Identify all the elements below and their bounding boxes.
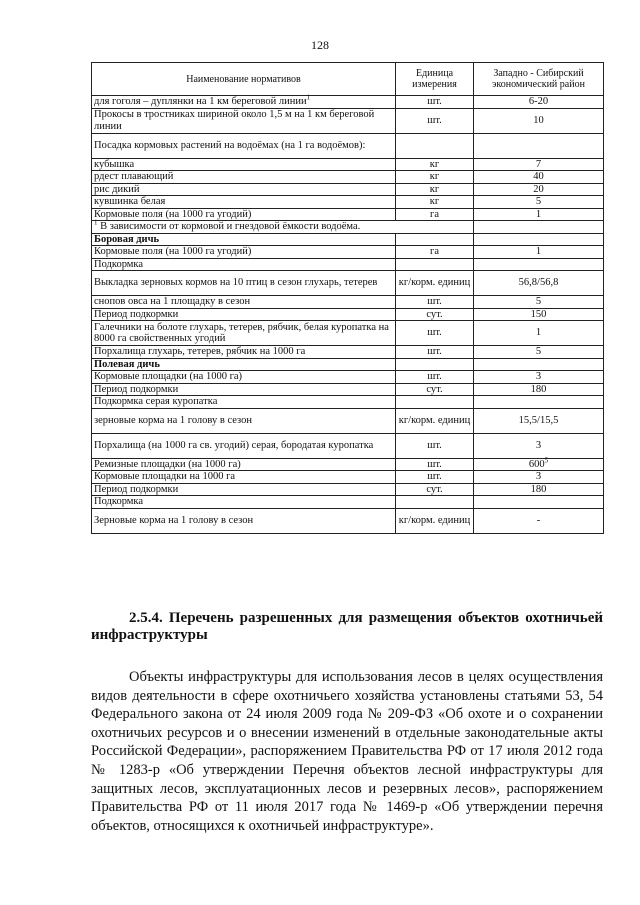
norm-value (474, 208, 604, 221)
table-row (92, 133, 604, 158)
table-row (92, 346, 604, 359)
table-row (92, 433, 604, 458)
norm-value-text: 3 (535, 439, 542, 451)
norm-value (474, 158, 604, 171)
norm-name (92, 133, 396, 158)
norm-value-text: - (536, 514, 541, 526)
norm-name (92, 208, 396, 221)
norm-value-text: 600 (528, 458, 545, 470)
norm-name-text: для гоголя – дуплянки на 1 км береговой линии (94, 96, 307, 107)
norm-value (474, 483, 604, 496)
header-unit: Единица измерения (396, 63, 474, 96)
norm-name (92, 271, 396, 296)
value-footnote-marker: 5 (544, 456, 549, 464)
norm-unit: шт. (396, 371, 474, 384)
table-row (92, 158, 604, 171)
norm-name-text: Кормовые поля (на 1000 га угодий) (94, 208, 252, 220)
norm-name-text: Подкормка (94, 496, 144, 507)
section-title: Полевая дичь (92, 358, 396, 371)
norm-value-text: 5 (535, 296, 542, 307)
norm-unit (396, 396, 474, 409)
norm-value (474, 471, 604, 484)
norm-name-text: Галечники на болоте глухарь, тетерев, рябчик, белая куропатка на 8000 га свойственных угодий (94, 321, 389, 344)
norm-name-text: Порхалища (на 1000 га св. угодий) серая, бородатая куропатка (94, 439, 374, 451)
empty-cell (474, 221, 604, 234)
norm-name (92, 196, 396, 209)
norm-value-text: 20 (533, 183, 544, 195)
norm-name (92, 171, 396, 184)
norm-name-text: кувшинка белая (94, 196, 166, 207)
norm-name-text: Период подкормки (94, 483, 179, 495)
table-row (92, 458, 604, 471)
empty-cell (474, 233, 604, 246)
norm-name (92, 371, 396, 384)
table-row (92, 96, 604, 109)
table-row (92, 271, 604, 296)
norm-name (92, 346, 396, 359)
norm-value (474, 408, 604, 433)
norm-value-text: 1 (535, 246, 542, 257)
header-name: Наименование нормативов (92, 63, 396, 96)
norm-name (92, 396, 396, 409)
table-row (92, 108, 604, 133)
norm-name (92, 483, 396, 496)
norm-value-text: 150 (530, 308, 547, 320)
norm-value (474, 383, 604, 396)
body-paragraph: Объекты инфраструктуры для использования лесов в целях осуществления видов деятельности в сфере охотничьего хозяйства установлены статьями 53, 54 Федерального закона от 24 июля 2009 года № 209-ФЗ «Об охоте и о сохранении охотничьих ресурсов и о внесении изменений в отдельные законодательные акты Российской Федерации», распоряжением Правительства РФ от 17 июля 2012 года № 1283-р «Об утверждении Перечня объектов лесной инфраструктуры для защитных лесов, эксплуатационных лесов и резервных лесов», распоряжением Правительства РФ от 11 июля 2017 года № 1469-р «Об утверждении перечня объектов, относящихся к охотничьей инфраструктуре». (91, 669, 603, 834)
norm-value (474, 371, 604, 384)
norm-name-text: снопов овса на 1 площадку в сезон (94, 296, 251, 307)
table-row (92, 383, 604, 396)
table-header-row (92, 63, 604, 96)
footnote-text: В зависимости от кормовой и гнездовой ёмкости водоёма. (97, 221, 361, 232)
norm-unit: шт. (396, 296, 474, 309)
table-row (92, 396, 604, 409)
norm-value-text: 3 (535, 471, 542, 482)
norm-value (474, 496, 604, 509)
norm-unit: шт. (396, 96, 474, 109)
table-row (92, 308, 604, 321)
empty-cell (396, 358, 474, 371)
table-row (92, 221, 604, 234)
norm-unit: кг/корм. единиц (396, 508, 474, 533)
norm-unit: га (396, 246, 474, 259)
norm-value-text: 5 (535, 346, 542, 357)
norm-value-text: 3 (535, 371, 542, 382)
norm-name (92, 508, 396, 533)
norm-name-text: Посадка кормовых растений на водоёмах (на 1 га водоёмов): (94, 139, 366, 151)
norm-name (92, 408, 396, 433)
norm-unit: сут. (396, 308, 474, 321)
norm-value (474, 108, 604, 133)
norm-value-text: 1 (535, 327, 542, 339)
norm-value (474, 133, 604, 158)
norm-name-text: Период подкормки (94, 308, 179, 320)
table-body (92, 93, 604, 534)
norm-unit: кг (396, 171, 474, 184)
norm-value (474, 346, 604, 359)
norm-value-text: 40 (533, 171, 544, 182)
norm-name-text: Период подкормки (94, 383, 179, 395)
norm-unit: сут. (396, 383, 474, 396)
norm-name (92, 296, 396, 309)
table-row (92, 246, 604, 259)
norm-unit: шт. (396, 321, 474, 346)
norm-value (474, 258, 604, 271)
norm-value-text: 180 (530, 383, 547, 395)
norms-table (91, 62, 604, 534)
table-footnote (92, 218, 474, 234)
norm-unit: шт. (396, 433, 474, 458)
table-row (92, 208, 604, 221)
norm-value (474, 183, 604, 196)
norm-value (474, 508, 604, 533)
section-heading: 2.5.4. Перечень разрешенных для размещения объектов охотничьей инфраструктуры (91, 610, 603, 643)
norm-unit: сут. (396, 483, 474, 496)
norm-unit: шт. (396, 346, 474, 359)
norm-unit (396, 258, 474, 271)
norm-unit (396, 133, 474, 158)
norm-value (474, 171, 604, 184)
norm-value (474, 296, 604, 309)
table-row (92, 471, 604, 484)
norm-unit: кг (396, 158, 474, 171)
norm-unit: кг (396, 196, 474, 209)
norm-name (92, 471, 396, 484)
norm-name (92, 258, 396, 271)
table-row (92, 358, 604, 371)
norm-unit: кг/корм. единиц (396, 408, 474, 433)
norm-value-text: 1 (535, 208, 542, 220)
norm-name (92, 496, 396, 509)
norm-value-text: 56,8/56,8 (518, 277, 559, 289)
table-row (92, 258, 604, 271)
norm-name (92, 183, 396, 196)
table-row (92, 508, 604, 533)
table-row (92, 233, 604, 246)
table-row (92, 496, 604, 509)
norm-unit: кг (396, 183, 474, 196)
norm-unit: шт. (396, 471, 474, 484)
norm-name-text: Подкормка (94, 258, 144, 270)
norm-value-text: 15,5/15,5 (518, 414, 559, 426)
norm-name (92, 93, 396, 109)
norm-name (92, 433, 396, 458)
footnote-marker: 1 (94, 218, 98, 227)
norm-name (92, 158, 396, 171)
norm-name-text: зерновые корма на 1 голову в сезон (94, 414, 253, 426)
table-row (92, 371, 604, 384)
table-row (92, 196, 604, 209)
norm-name (92, 246, 396, 259)
norm-name-text: Зерновые корма на 1 голову в сезон (94, 514, 254, 526)
norm-value-text: 6-20 (528, 96, 549, 107)
header-region: Западно - Сибирский экономический район (474, 63, 604, 96)
norm-name-text: Порхалища глухарь, тетерев, рябчик на 1000 га (94, 346, 306, 357)
norm-value-text: 7 (535, 158, 542, 170)
empty-cell (474, 358, 604, 371)
norm-value (474, 246, 604, 259)
norm-value-text: 180 (530, 483, 547, 495)
norm-name (92, 308, 396, 321)
table-row (92, 171, 604, 184)
table-row (92, 183, 604, 196)
norm-name-text: Кормовые площадки (на 1000 га) (94, 371, 243, 382)
table-row (92, 408, 604, 433)
norm-value (474, 308, 604, 321)
norm-name-text: Выкладка зерновых кормов на 10 птиц в сезон глухарь, тетерев (94, 277, 378, 289)
table-row (92, 483, 604, 496)
norm-value (474, 433, 604, 458)
norm-unit (396, 496, 474, 509)
norm-value (474, 196, 604, 209)
norm-name-text: Ремизные площадки (на 1000 га) (94, 458, 241, 470)
norm-unit: кг/корм. единиц (396, 271, 474, 296)
norm-value-text: 5 (535, 196, 542, 207)
norm-name (92, 321, 396, 346)
norm-name (92, 108, 396, 133)
norm-name-text: Прокосы в тростниках шириной около 1,5 м на 1 км береговой линии (94, 109, 375, 132)
norm-unit: га (396, 208, 474, 221)
norm-value (474, 96, 604, 109)
norm-name-text: Кормовые площадки на 1000 га (94, 471, 236, 482)
section-title: Боровая дичь (92, 233, 396, 246)
norm-value (474, 271, 604, 296)
empty-cell (396, 233, 474, 246)
norm-name (92, 383, 396, 396)
table-row (92, 296, 604, 309)
footnote-marker: 1 (306, 93, 311, 102)
norm-value (474, 321, 604, 346)
norm-name-text: Подкормка серая куропатка (94, 396, 218, 407)
norm-name-text: Кормовые поля (на 1000 га угодий) (94, 246, 252, 257)
table-row (92, 321, 604, 346)
norm-name-text: кубышка (94, 158, 135, 170)
norm-name (92, 458, 396, 471)
norm-unit: шт. (396, 458, 474, 471)
norm-value (474, 396, 604, 409)
norm-name-text: рис дикий (94, 183, 140, 195)
norm-value (474, 458, 604, 471)
norm-value-text: 10 (533, 114, 544, 126)
norm-name-text: рдест плавающий (94, 171, 174, 182)
page-number: 128 (311, 38, 329, 52)
norm-unit: шт. (396, 108, 474, 133)
